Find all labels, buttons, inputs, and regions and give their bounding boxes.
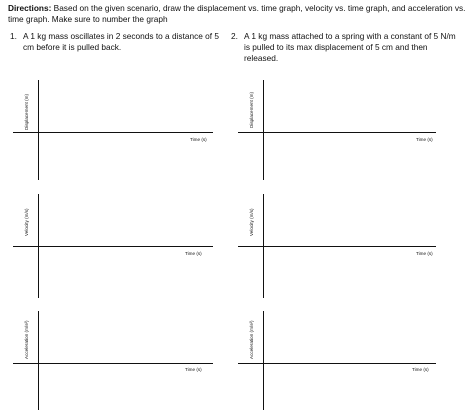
x-axis-label: Time (s) (190, 137, 207, 142)
y-axis-label: Displacement (m) (24, 94, 29, 130)
y-axis (38, 311, 39, 410)
x-axis-label: Time (s) (416, 137, 433, 142)
graph-1-velocity (13, 194, 213, 298)
x-axis (13, 246, 213, 247)
y-axis-label: Velocity (m/s) (24, 208, 29, 236)
x-axis-label: Time (s) (185, 251, 202, 256)
x-axis (238, 363, 436, 364)
x-axis-label: Time (s) (185, 367, 202, 372)
problem-1-number: 1. (10, 31, 17, 41)
graph-2-acceleration (238, 311, 436, 410)
directions-body: Based on the given scenario, draw the displacement vs. time graph, velocity vs. time graph, and acceleration vs. time graph. Make sure to number the graph (8, 3, 466, 25)
y-axis-label: Displacement (m) (249, 92, 254, 128)
x-axis (13, 363, 213, 364)
directions-text (8, 3, 468, 25)
problem-2-number: 2. (231, 31, 238, 41)
graph-2-displacement (238, 80, 436, 180)
problem-2-text: A 1 kg mass attached to a spring with a constant of 5 N/m is pulled to its max displacement of 5 cm and then released. (244, 31, 456, 63)
y-axis-label: Velocity (m/s) (249, 208, 254, 236)
problem-1 (10, 31, 225, 53)
graph-1-acceleration (13, 311, 213, 410)
y-axis-label: Acceleration (m/s²) (24, 320, 29, 359)
y-axis (263, 80, 264, 180)
y-axis (263, 311, 264, 410)
x-axis-label: Time (s) (416, 251, 433, 256)
problem-1-text: A 1 kg mass oscillates in 2 seconds to a distance of 5 cm before it is pulled back. (23, 31, 220, 52)
x-axis (238, 132, 436, 133)
problem-2 (231, 31, 456, 63)
y-axis-label: Acceleration (m/s²) (249, 320, 254, 359)
directions-label: Directions: (8, 3, 52, 13)
x-axis-label: Time (s) (412, 367, 429, 372)
x-axis (13, 132, 213, 133)
graph-1-displacement (13, 80, 213, 180)
x-axis (238, 246, 436, 247)
graph-2-velocity (238, 194, 436, 298)
y-axis (38, 80, 39, 180)
